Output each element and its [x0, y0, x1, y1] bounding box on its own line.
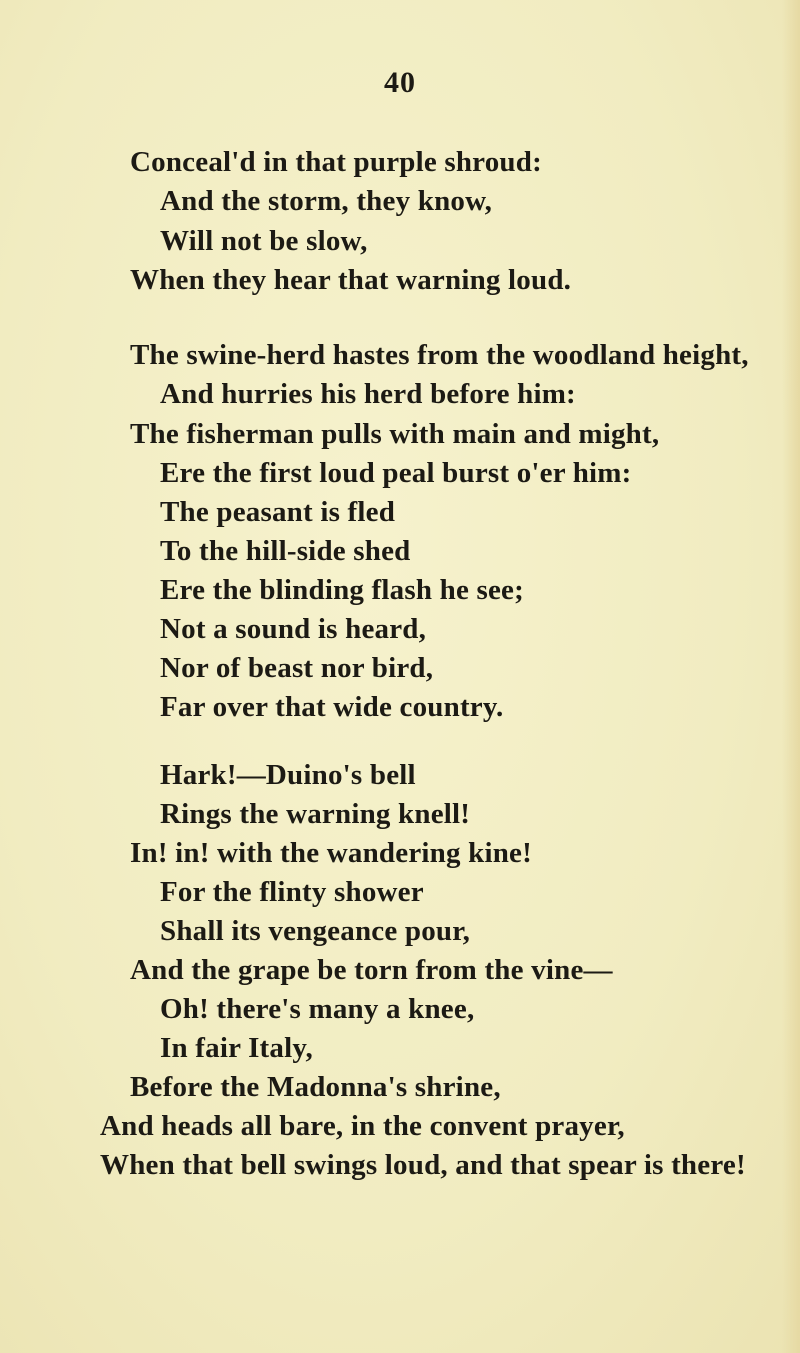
- poem-line: Ere the first loud peal burst o'er him:: [160, 457, 632, 489]
- poem-line: Hark!—Duino's bell: [160, 759, 416, 791]
- poem-line: For the flinty shower: [160, 876, 424, 908]
- poem-line: Far over that wide country.: [160, 691, 504, 723]
- poem-line: Nor of beast nor bird,: [160, 652, 434, 684]
- poem-line: Not a sound is heard,: [160, 613, 427, 645]
- poem-line: Oh! there's many a knee,: [160, 993, 475, 1025]
- poem-line: Will not be slow,: [160, 225, 368, 257]
- poem-line: Ere the blinding flash he see;: [160, 574, 524, 606]
- poem-line: The peasant is fled: [160, 496, 396, 528]
- page-number: 40: [384, 66, 416, 99]
- poem-line: When they hear that warning loud.: [130, 264, 572, 296]
- page-edge-shading: [782, 0, 800, 1353]
- poem-line: Rings the warning knell!: [160, 798, 471, 830]
- poem-line: And the grape be torn from the vine—: [130, 954, 613, 986]
- poem-line: And the storm, they know,: [160, 185, 493, 217]
- poem-line: When that bell swings loud, and that spear is there!: [100, 1149, 746, 1181]
- poem-line: And heads all bare, in the convent prayer,: [100, 1110, 625, 1142]
- poem-line: In! in! with the wandering kine!: [130, 837, 532, 869]
- poem-line: And hurries his herd before him:: [160, 378, 576, 410]
- poem-line: Shall its vengeance pour,: [160, 915, 471, 947]
- poem-line: The swine-herd hastes from the woodland height,: [130, 339, 749, 371]
- poem-line: The fisherman pulls with main and might,: [130, 418, 660, 450]
- poem-line: In fair Italy,: [160, 1032, 313, 1064]
- poem-line: Before the Madonna's shrine,: [130, 1071, 501, 1103]
- poem-line: Conceal'd in that purple shroud:: [130, 146, 542, 178]
- poem-line: To the hill-side shed: [160, 535, 411, 567]
